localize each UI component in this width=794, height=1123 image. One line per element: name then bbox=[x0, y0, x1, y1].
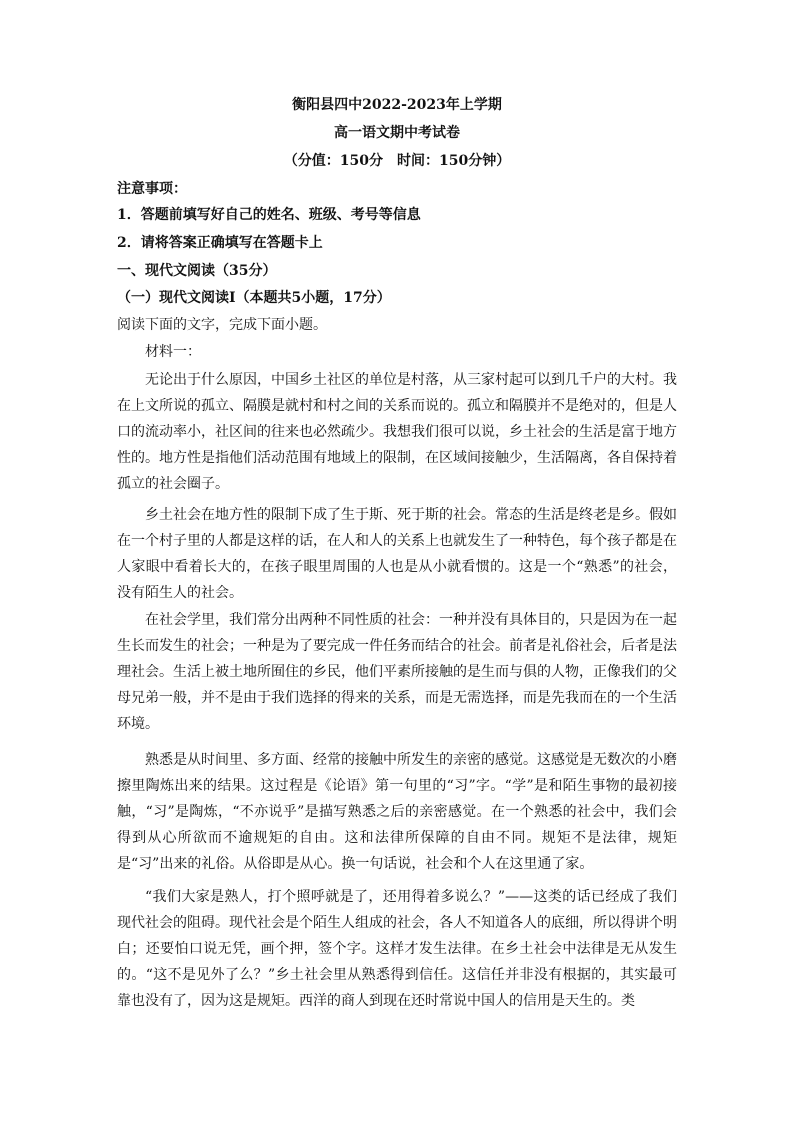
paragraph-5: “我们大家是熟人，打个照呼就是了，还用得着多说么？”——这类的话已经成了我们现代社会的阻碍。现代社会是个陌生人组成的社会，各人不知道各人的底细，所以得讲个明白；还要怕口说无凭，画个押，签个字。这样才发生法律。在乡土社会中法律是无从发生的。“这不是见外了么？”乡土社会里从熟悉得到信任。这信任并非没有根据的，其实最可靠也没有了，因为这是规矩。西洋的商人到现在还时常说中国人的信用是天生的。类 bbox=[117, 889, 677, 1009]
paragraph-1: 无论出于什么原因，中国乡土社区的单位是村落，从三家村起可以到几千户的大村。我在上文所说的孤立、隔膜是就村和村之间的关系而说的。孤立和隔膜并不是绝对的，但是人口的流动率小，社区间的往来也必然疏少。我想我们很可以说，乡土社会的生活是富于地方性的。地方性是指他们活动范围有地域上的限制，在区域间接触少，生活隔离，各自保持着孤立的社会圈子。 bbox=[117, 372, 677, 492]
note-item-2: 2．请将答案正确填写在答题卡上 bbox=[117, 235, 323, 251]
paragraph-4: 熟悉是从时间里、多方面、经常的接触中所发生的亲密的感觉。这感觉是无数次的小磨擦里陶炼出来的结果。这过程是《论语》第一句里的“习”字。“学”是和陌生事物的最初接触，“习”是陶炼，“不亦说乎”是描写熟悉之后的亲密感觉。在一个熟悉的社会中，我们会得到从心所欲而不逾规矩的自由。这和法律所保障的自由不同。规矩不是法律，规矩是“习”出来的礼俗。从俗即是从心。换一句话说，社会和个人在这里通了家。 bbox=[117, 752, 677, 872]
score-time-line: （分值：150分 时间：150分钟） bbox=[283, 153, 511, 169]
paragraph-2: 乡土社会在地方性的限制下成了生于斯、死于斯的社会。常态的生活是终老是乡。假如在一个村子里的人都是这样的话，在人和人的关系上也就发生了一种特色，每个孩子都是在人家眼中看着长大的，在孩子眼里周围的人也是从小就看惯的。这是一个“熟悉”的社会，没有陌生人的社会。 bbox=[117, 507, 677, 601]
material-label: 材料一： bbox=[145, 344, 201, 360]
exam-title: 高一语文期中考试卷 bbox=[334, 125, 460, 141]
paragraph-3: 在社会学里，我们常分出两种不同性质的社会：一种并没有具体目的，只是因为在一起生长而发生的社会；一种是为了要完成一件任务而结合的社会。前者是礼俗社会，后者是法理社会。生活上被土地所囿住的乡民，他们平素所接触的是生而与俱的人物，正像我们的父母兄弟一般，并不是由于我们选择的得来的关系，而是无需选择，而是先我而在的一个生活环境。 bbox=[117, 612, 677, 732]
note-item-1: 1．答题前填写好自己的姓名、班级、考号等信息 bbox=[117, 207, 421, 223]
school-term-title: 衡阳县四中2022-2023年上学期 bbox=[292, 97, 502, 113]
reading-instruction: 阅读下面的文字，完成下面小题。 bbox=[117, 317, 327, 333]
notes-heading: 注意事项： bbox=[117, 181, 187, 197]
section-heading: 一、现代文阅读（35分） bbox=[117, 263, 277, 279]
section-subheading: （一）现代文阅读Ⅰ（本题共5小题，17分） bbox=[117, 290, 391, 306]
